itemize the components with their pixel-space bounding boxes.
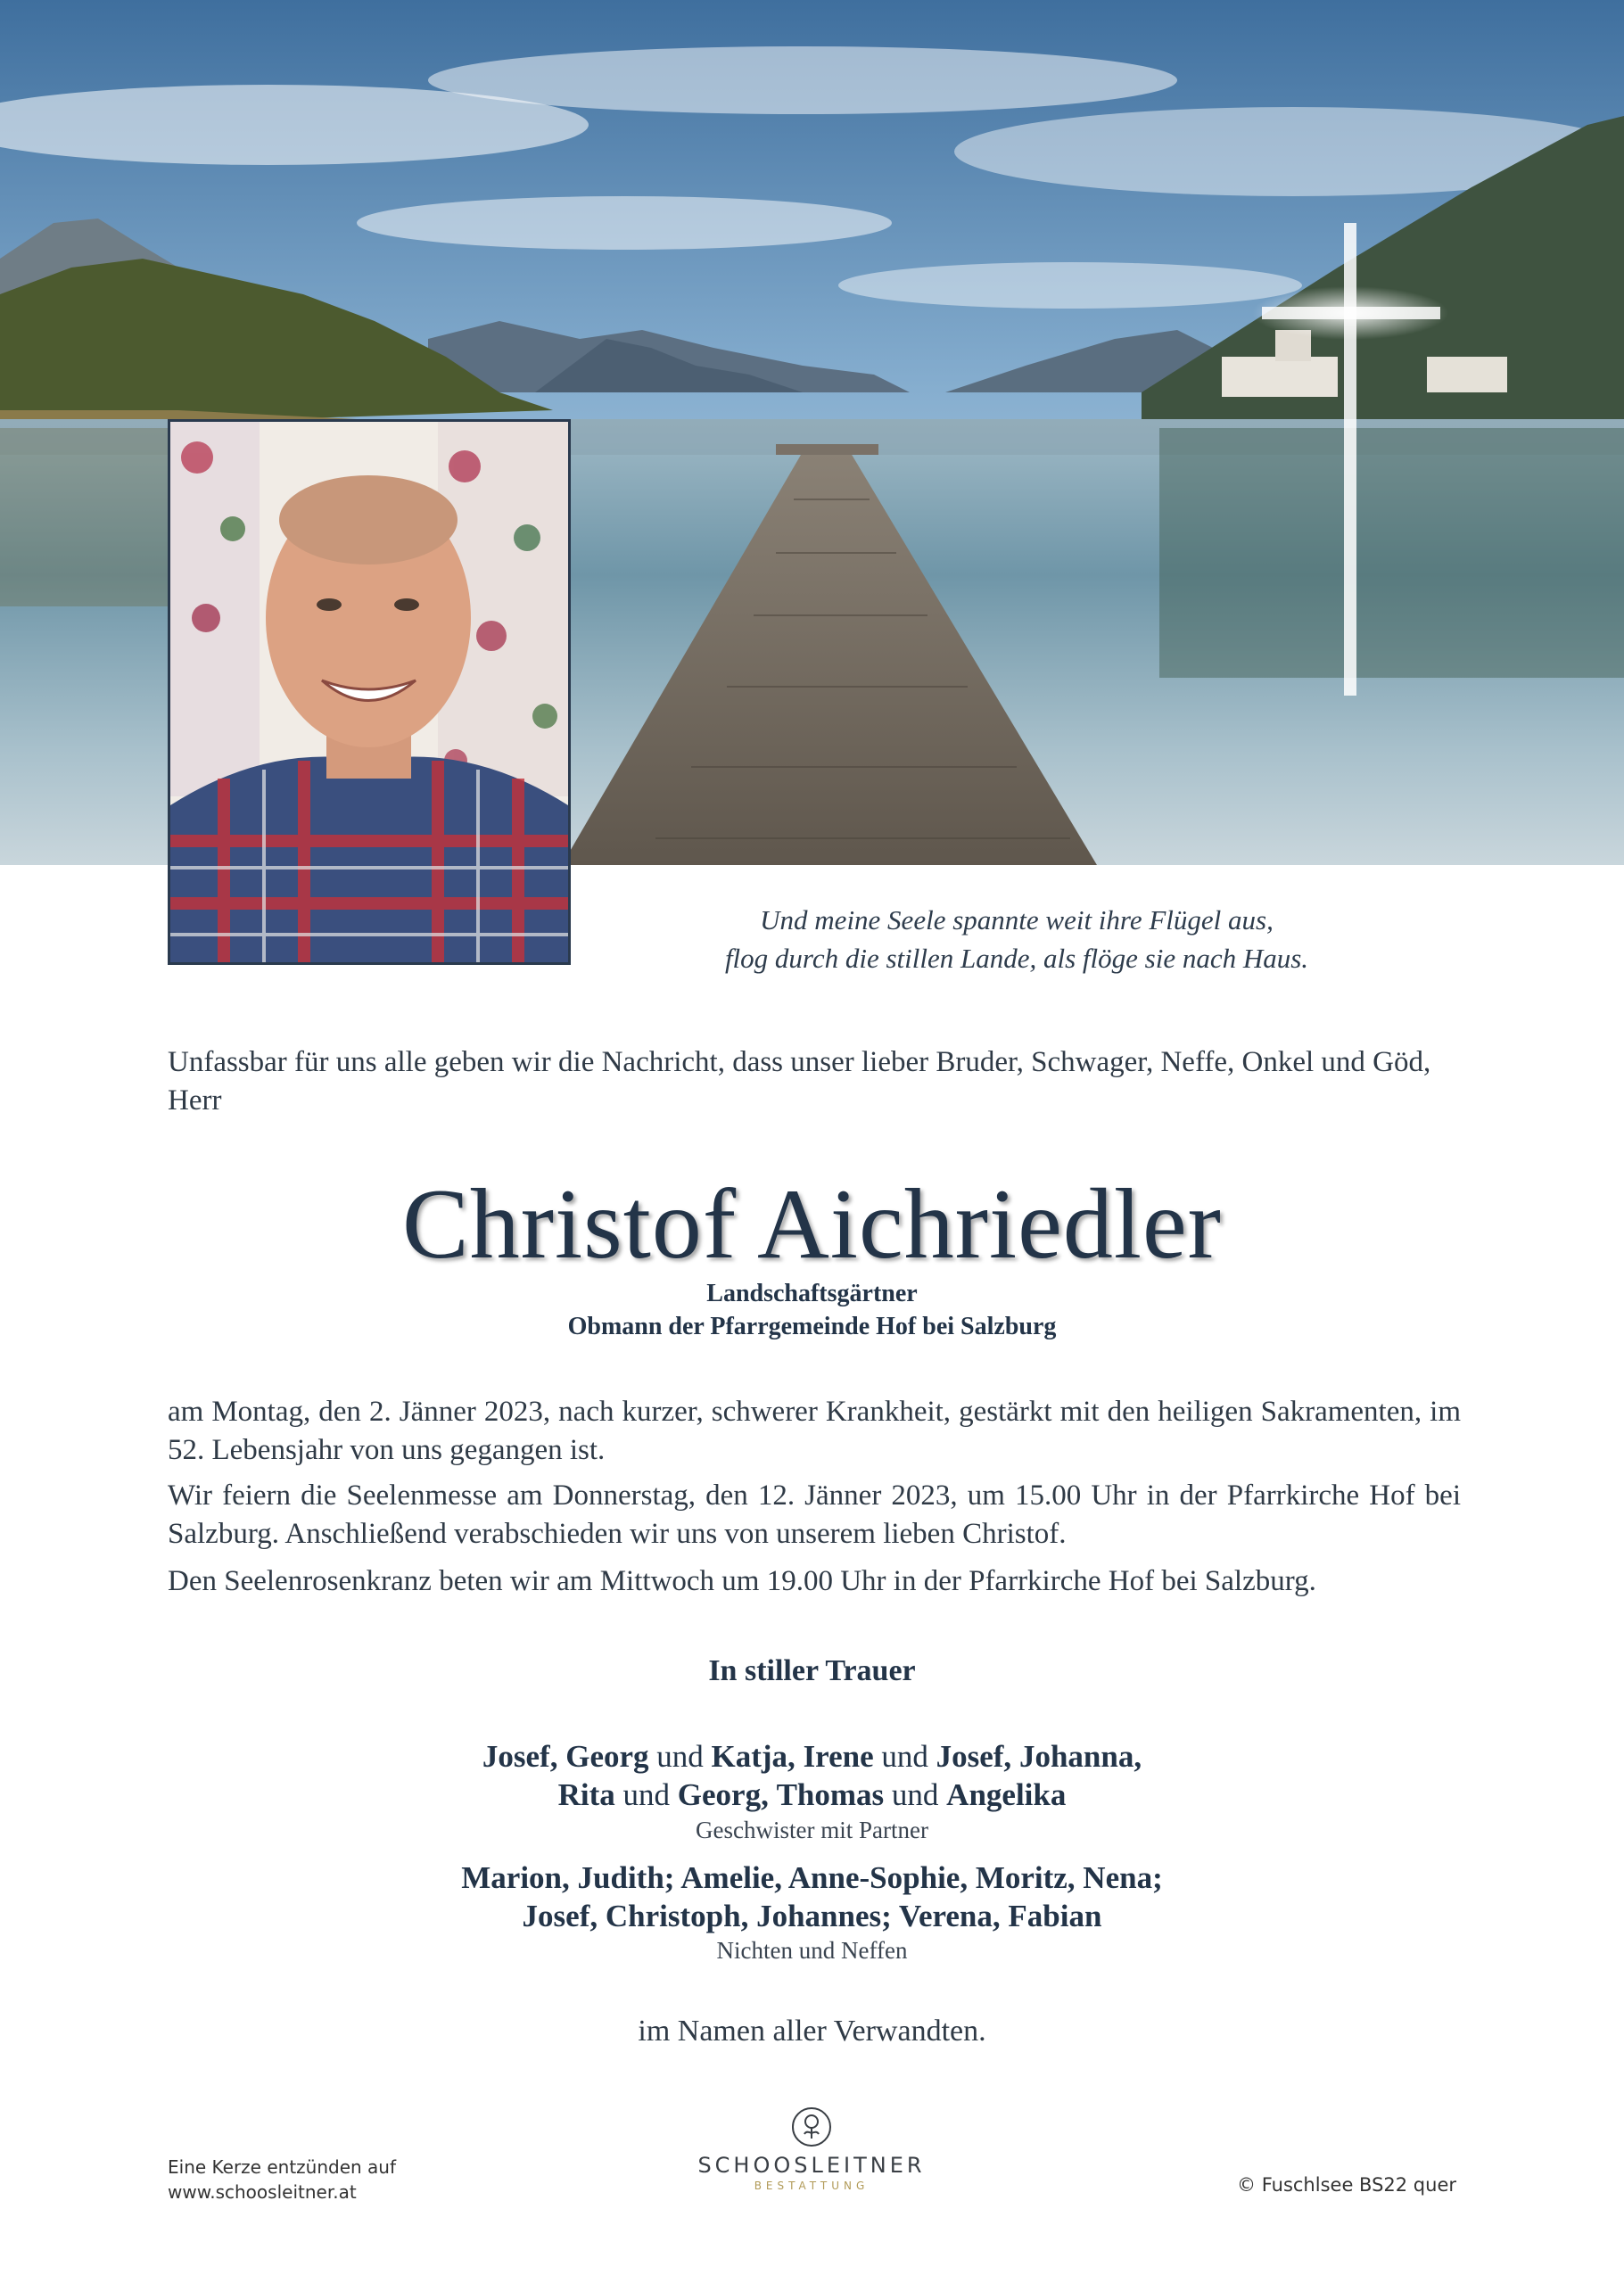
rose-emblem-icon [791,2106,832,2147]
announcement-intro: Unfassbar für uns alle geben wir die Nachricht, dass unser lieber Bruder, Schwager, Neffe, Onkel und Göd, Herr [168,1046,1431,1117]
sibling-name: Rita [557,1777,615,1812]
nieces-line-1-text: Marion, Judith; Amelie, Anne-Sophie, Moritz, Nena; [461,1860,1163,1895]
sibling-name: Thomas [776,1777,885,1812]
sibling-name: Johanna, [1018,1739,1142,1774]
sibling-name: Angelika [946,1777,1067,1812]
website-link[interactable]: www.schoosleitner.at [168,2181,357,2203]
funeral-home-logo [678,2106,945,2192]
mourning-heading: In stiller Trauer [708,1654,916,1687]
portrait-photo [168,419,571,965]
siblings-line-2 [0,1776,1624,1814]
sibling-name: Josef, [936,1739,1012,1774]
deceased-role: Obmann der Pfarrgemeinde Hof bei Salzburg [567,1313,1057,1340]
closing-line: im Namen aller Verwandten. [638,2015,986,2048]
siblings-names [0,1737,1624,1814]
funeral-mass-paragraph: Wir feiern die Seelenmesse am Donnerstag, den 12. Jänner 2023, um 15.00 Uhr in der Pfarrkirche Hof bei Salzburg. Anschließend verabschieden wir uns von unserem lieben Christof. [168,1479,1461,1550]
sibling-name: Irene [803,1739,874,1774]
candle-info [168,2155,524,2205]
nieces-line-2-text: Josef, Christoph, Johannes; Verena, Fabian [522,1899,1102,1933]
copyright-note: © Fuschlsee BS22 quer [1237,2174,1456,2196]
deceased-profession: Landschaftsgärtner [706,1280,918,1307]
memorial-quote [571,901,1463,977]
sibling-name: Josef, [482,1739,558,1774]
sibling-name: Katja, [711,1739,796,1774]
logo-subtitle: BESTATTUNG [754,2180,870,2192]
sibling-name: Georg, [677,1777,769,1812]
rosary-paragraph: Den Seelenrosenkranz beten wir am Mittwoch um 19.00 Uhr in der Pfarrkirche Hof bei Salzburg. [168,1565,1316,1597]
siblings-label: Geschwister mit Partner [696,1817,928,1843]
portrait-illustration [170,422,568,962]
quote-line-1: Und meine Seele spannte weit ihre Flügel aus, [760,904,1274,935]
conjunction: und [622,1777,671,1812]
conjunction: und [656,1739,704,1774]
candle-text: Eine Kerze entzünden auf [168,2156,397,2178]
logo-name: SCHOOSLEITNER [697,2153,926,2178]
conjunction: und [891,1777,939,1812]
quote-line-2: flog durch die stillen Lande, als flöge sie nach Haus. [724,943,1309,974]
conjunction: und [881,1739,928,1774]
nieces-line-1 [0,1859,1624,1897]
deceased-titles [0,1277,1624,1343]
nieces-label: Nichten und Neffen [716,1937,908,1964]
deceased-name: Christof Aichriedler [402,1169,1222,1280]
nieces-line-2 [0,1897,1624,1935]
nieces-nephews-names [0,1859,1624,1935]
siblings-line-1 [0,1737,1624,1776]
sibling-name: Georg [565,1739,649,1774]
death-announcement-paragraph: am Montag, den 2. Jänner 2023, nach kurzer, schwerer Krankheit, gestärkt mit den heiligen Sakramenten, im 52. Lebensjahr von uns gegangen ist. [168,1396,1461,1466]
